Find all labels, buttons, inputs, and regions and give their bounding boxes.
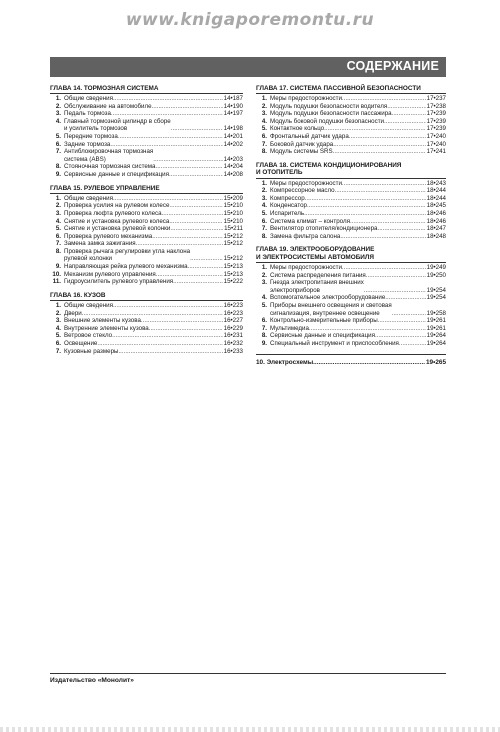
- dot-leader: [110, 141, 222, 149]
- toc-entry-text: Меры предосторожности: [270, 179, 342, 187]
- dot-leader: [340, 233, 425, 241]
- dot-leader: [169, 202, 222, 210]
- toc-entry[interactable]: [50, 163, 243, 171]
- dot-leader: [384, 118, 426, 126]
- toc-entry-number: 6.: [55, 140, 61, 148]
- toc-entry[interactable]: [50, 148, 243, 163]
- dot-leader: [387, 103, 425, 111]
- dot-leader: [169, 218, 222, 226]
- toc-entry-page: 14•198: [223, 125, 243, 133]
- dot-leader: [342, 95, 426, 103]
- toc-entry-text: Общие сведения: [64, 95, 113, 103]
- dot-leader: [399, 340, 426, 348]
- toc-entry-page: 19•264: [426, 332, 446, 340]
- toc-entry-number: 3.: [55, 110, 61, 118]
- toc-entry-page: 19•254: [426, 286, 446, 294]
- toc-entry-page: 14•201: [223, 133, 243, 141]
- dot-leader: [385, 294, 425, 302]
- dot-leader: [170, 225, 223, 233]
- toc-entry[interactable]: [50, 171, 243, 179]
- toc-entry-number: 1.: [55, 95, 61, 103]
- toc-entry[interactable]: [50, 95, 243, 103]
- toc-entry[interactable]: [50, 218, 243, 226]
- toc-entry-text: Внешние элементы кузова: [64, 317, 141, 325]
- toc-entry-text: Проверка люфта рулевого колеса: [64, 209, 162, 217]
- toc-entry[interactable]: [50, 103, 243, 111]
- toc-entry-text: Направляющая рейка рулевого механизма: [64, 263, 188, 271]
- toc-entry-text: Педаль тормоза: [64, 110, 111, 118]
- toc-entry-text: Проверка рулевого механизма: [64, 232, 153, 240]
- toc-entry[interactable]: [256, 233, 446, 241]
- toc-entry-page: 15•213: [223, 270, 243, 278]
- toc-entry[interactable]: [256, 103, 446, 111]
- toc-entry-page: 19•249: [426, 263, 446, 271]
- toc-entry-number: 8.: [55, 163, 61, 171]
- toc-entry-text: Проверка рычага регулировки угла наклона рулевой колонки: [64, 247, 191, 263]
- toc-entry-electrical-diagrams[interactable]: [256, 354, 446, 367]
- toc-entry-page: 19•261: [426, 324, 446, 332]
- toc-entry-number: 7.: [261, 225, 267, 233]
- toc-entry-text: Снятие и установка рулевой колонки: [64, 225, 171, 233]
- toc-entry-page: 18•244: [426, 194, 446, 202]
- toc-entry-text: Модуль подушки безопасности водителя: [270, 102, 388, 110]
- chapter-title[interactable]: ГЛАВА 16. КУЗОВ: [50, 292, 243, 301]
- toc-entry-text: Модуль подушки безопасности пассажира: [270, 110, 392, 118]
- toc-entry[interactable]: [256, 264, 446, 272]
- toc-entry[interactable]: [256, 332, 446, 340]
- toc-entry-text: Антиблокировочная тормозная система (ABS): [64, 148, 154, 163]
- toc-entry-number: 6.: [55, 232, 61, 240]
- toc-entry-number: 3.: [261, 110, 267, 118]
- toc-entry[interactable]: [50, 133, 243, 141]
- toc-entry-text: 10. Электросхемы: [256, 358, 314, 366]
- toc-entry[interactable]: [256, 340, 446, 348]
- toc-entry-number: 2.: [55, 202, 61, 210]
- toc-entry-number: 7.: [261, 324, 267, 332]
- scan-edge: [0, 727, 500, 732]
- toc-entry-page: 16•231: [223, 332, 243, 340]
- dot-leader: [136, 240, 223, 248]
- toc-entry-page: 15•210: [223, 217, 243, 225]
- dot-leader: [169, 171, 223, 179]
- dot-leader: [309, 325, 426, 333]
- toc-entry[interactable]: [256, 187, 446, 195]
- toc-entry-text: Снятие и установка рулевого колеса: [64, 217, 170, 225]
- toc-entry-page: 16•223: [223, 309, 243, 317]
- toc-entry-text: Главный тормозной цилиндр в сборе и усилитель тормозов: [64, 117, 171, 133]
- toc-entry-number: 3.: [261, 194, 267, 202]
- toc-entry-text: Меры предосторожности: [270, 95, 342, 103]
- toc-entry-page: 19•250: [426, 271, 446, 279]
- toc-entry-text: Система распределения питания: [270, 271, 366, 279]
- toc-entry-number: 8.: [261, 232, 267, 240]
- toc-entry-number: 10.: [52, 270, 61, 278]
- toc-entry-page: 14•187: [223, 95, 243, 103]
- toc-entry[interactable]: [50, 195, 243, 203]
- dot-leader: [97, 340, 222, 348]
- dot-leader: [152, 233, 222, 241]
- dot-leader: [118, 348, 222, 356]
- toc-entry-page: 15•210: [223, 209, 243, 217]
- toc-entry-number: 1.: [261, 179, 267, 187]
- toc-entry-page: 17•239: [426, 117, 446, 125]
- dot-leader: [118, 133, 223, 141]
- toc-entry-page: 15•210: [223, 202, 243, 210]
- toc-entry-text: Обслуживание на автомобиле: [64, 102, 152, 110]
- dot-leader: [342, 180, 426, 188]
- toc-entry-number: 5.: [55, 225, 61, 233]
- dot-leader: [375, 332, 426, 340]
- toc-entry[interactable]: [256, 202, 446, 210]
- toc-entry-number: 2.: [55, 102, 61, 110]
- toc-entry-page: 19•261: [426, 317, 446, 325]
- chapter-title[interactable]: ГЛАВА 15. РУЛЕВОЕ УПРАВЛЕНИЕ: [50, 185, 243, 194]
- dot-leader: [349, 133, 426, 141]
- toc-entry[interactable]: [256, 225, 446, 233]
- toc-entry-text: Вентилятор отопителя/кондиционера: [270, 225, 378, 233]
- toc-entry[interactable]: [50, 340, 243, 348]
- toc-entry-text: Компрессорное масло: [270, 187, 335, 195]
- toc-entry[interactable]: [256, 141, 446, 149]
- toc-entry-number: 7.: [55, 240, 61, 248]
- chapter-title[interactable]: ГЛАВА 14. ТОРМОЗНАЯ СИСТЕМА: [50, 85, 243, 94]
- toc-entry-text: Кузовные размеры: [64, 347, 119, 355]
- toc-entry-number: 3.: [261, 279, 267, 287]
- toc-entry-number: 1.: [55, 301, 61, 309]
- toc-entry[interactable]: [256, 118, 446, 126]
- toc-entry-page: 18•248: [426, 232, 446, 240]
- toc-left-column: [50, 85, 243, 361]
- toc-entry-page: 14•190: [223, 102, 243, 110]
- toc-entry-text: Проверка усилия на рулевом колесе: [64, 202, 170, 210]
- dot-leader: [112, 332, 223, 340]
- toc-entry[interactable]: [256, 110, 446, 118]
- toc-entry-page: 15•212: [223, 255, 243, 263]
- toc-entry-number: 6.: [261, 317, 267, 325]
- toc-entry-text: Общие сведения: [64, 194, 113, 202]
- dot-leader: [305, 195, 426, 203]
- dot-leader: [335, 187, 426, 195]
- toc-entry[interactable]: [50, 325, 243, 333]
- toc-entry-page: 18•246: [426, 209, 446, 217]
- toc-entry-text: Меры предосторожности: [270, 263, 342, 271]
- dot-leader: [82, 310, 223, 318]
- dot-leader: [307, 202, 426, 210]
- toc-entry[interactable]: [50, 248, 243, 263]
- toc-entry[interactable]: [256, 210, 446, 218]
- toc-entry-number: 4.: [261, 117, 267, 125]
- dot-leader: [111, 110, 223, 118]
- toc-entry-number: 2.: [261, 271, 267, 279]
- toc-entry-text: Замена фильтра салона: [270, 232, 341, 240]
- toc-entry-number: 5.: [55, 332, 61, 340]
- toc-entry-text: Внутренние элементы кузова: [64, 324, 149, 332]
- toc-entry-number: 4.: [55, 324, 61, 332]
- dot-leader: [350, 218, 426, 226]
- toc-entry[interactable]: [50, 271, 243, 279]
- toc-entry-number: 6.: [55, 339, 61, 347]
- toc-entry[interactable]: [256, 294, 446, 302]
- toc-entry-page: 19•254: [426, 294, 446, 302]
- toc-entry[interactable]: [50, 240, 243, 248]
- toc-entry-page: 17•239: [426, 125, 446, 133]
- toc-entry[interactable]: [50, 263, 243, 271]
- toc-chapter: [256, 85, 446, 156]
- toc-entry[interactable]: [50, 210, 243, 218]
- toc-entry-page: 14•203: [223, 155, 243, 163]
- toc-entry-text: Общие сведения: [64, 301, 113, 309]
- toc-entry-page: 15•212: [223, 232, 243, 240]
- toc-entry-page: 19•265: [425, 358, 446, 366]
- toc-entry-page: 14•197: [223, 110, 243, 118]
- page-title: СОДЕРЖАНИЕ: [346, 59, 439, 73]
- toc-entry-text: Испаритель: [270, 209, 305, 217]
- toc-entry-number: 1.: [261, 263, 267, 271]
- toc-entry-text: Боковой датчик удара: [270, 140, 334, 148]
- toc-entry[interactable]: [50, 233, 243, 241]
- toc-entry-page: 18•245: [426, 202, 446, 210]
- dot-leader: [155, 163, 222, 171]
- toc-entry-text: Модуль боковой подушки безопасности: [270, 117, 385, 125]
- toc-entry-page: 14•204: [223, 163, 243, 171]
- toc-entry-text: Специальный инструмент и приспособления: [270, 339, 399, 347]
- dot-leader: [392, 310, 426, 318]
- toc-entry[interactable]: [50, 332, 243, 340]
- toc-entry-page: 15•212: [223, 240, 243, 248]
- dot-leader: [304, 210, 426, 218]
- toc-entry-page: 15•213: [223, 263, 243, 271]
- toc-entry-number: 7.: [55, 347, 61, 355]
- toc-entry-text: Гнезда электропитания внешних электроприборов: [270, 279, 364, 294]
- dot-leader: [333, 141, 425, 149]
- chapter-title[interactable]: ГЛАВА 18. СИСТЕМА КОНДИЦИОНИРОВАНИЯ И ОТОПИТЕЛЬ: [256, 162, 446, 179]
- toc-entry[interactable]: [50, 118, 243, 133]
- toc-entry[interactable]: [256, 125, 446, 133]
- toc-entry-page: 16•227: [223, 317, 243, 325]
- dot-leader: [392, 110, 426, 118]
- toc-entry-number: 4.: [55, 117, 61, 125]
- toc-entry[interactable]: [50, 141, 243, 149]
- toc-entry[interactable]: [256, 195, 446, 203]
- toc-entry-number: 2.: [261, 187, 267, 195]
- toc-entry-page: 18•246: [426, 217, 446, 225]
- toc-entry-number: 9.: [261, 339, 267, 347]
- toc-entry-text: Приборы внешнего освещения и световая сигнализация, внутреннее освещение: [270, 301, 392, 317]
- dot-leader: [190, 255, 223, 263]
- toc-entry-text: Механизм рулевого управления: [64, 270, 156, 278]
- dot-leader: [152, 103, 223, 111]
- dot-leader: [149, 325, 223, 333]
- toc-entry-page: 14•202: [223, 140, 243, 148]
- dot-leader: [173, 278, 222, 286]
- toc-entry-page: 18•244: [426, 187, 446, 195]
- toc-entry-number: 4.: [261, 202, 267, 210]
- toc-entry-text: Контрольно-измерительные приборы: [270, 317, 378, 325]
- toc-entry-page: 17•238: [426, 102, 446, 110]
- toc-entry-number: 9.: [55, 263, 61, 271]
- toc-entry-number: 5.: [261, 125, 267, 133]
- toc-entry-text: Гидроусилитель рулевого управления: [64, 278, 174, 286]
- toc-entry[interactable]: [256, 317, 446, 325]
- toc-entry-text: Вспомогательное электрооборудование: [270, 294, 386, 302]
- toc-entry-number: 3.: [55, 317, 61, 325]
- dot-leader: [378, 317, 426, 325]
- toc-chapter: [256, 246, 446, 347]
- toc-entry[interactable]: [256, 180, 446, 188]
- toc-entry-page: 17•239: [426, 110, 446, 118]
- toc-entry-number: 4.: [55, 217, 61, 225]
- toc-entry-number: 4.: [261, 294, 267, 302]
- toc-entry-page: 16•232: [223, 339, 243, 347]
- chapter-title[interactable]: ГЛАВА 19. ЭЛЕКТРООБОРУДОВАНИЕ И ЭЛЕКТРОСИСТЕМЫ АВТОМОБИЛЯ: [256, 246, 446, 263]
- toc-entry-number: 8.: [261, 332, 267, 340]
- dot-leader: [162, 210, 223, 218]
- toc-entry-page: 16•229: [223, 324, 243, 332]
- toc-entry[interactable]: [50, 317, 243, 325]
- toc-chapter: [50, 292, 243, 355]
- toc-entry-text: Компрессор: [270, 194, 305, 202]
- chapter-title[interactable]: ГЛАВА 17. СИСТЕМА ПАССИВНОЙ БЕЗОПАСНОСТИ: [256, 85, 446, 94]
- toc-entry-text: Передние тормоза: [64, 133, 118, 141]
- toc-entry-page: 17•240: [426, 140, 446, 148]
- dot-leader: [171, 125, 223, 133]
- toc-entry[interactable]: [256, 272, 446, 280]
- dot-leader: [333, 148, 426, 156]
- toc-entry-page: 15•209: [223, 194, 243, 202]
- toc-entry[interactable]: [50, 278, 243, 286]
- toc-entry-text: Мультимедиа: [270, 324, 309, 332]
- toc-entry-number: 3.: [55, 209, 61, 217]
- toc-entry-page: 17•241: [426, 148, 446, 156]
- contents-banner: [50, 57, 446, 77]
- toc-entry-page: 19•264: [426, 339, 446, 347]
- toc-entry-text: Фронтальный датчик удара: [270, 133, 349, 141]
- dot-leader: [113, 195, 223, 203]
- toc-entry-number: 8.: [55, 247, 61, 255]
- toc-entry-page: 16•233: [223, 347, 243, 355]
- toc-entry-number: 11.: [52, 278, 61, 286]
- toc-entry-text: Ветровое стекло: [64, 332, 113, 340]
- toc-entry-number: 9.: [55, 171, 61, 179]
- toc-entry-page: 14•208: [223, 171, 243, 179]
- toc-entry-page: 18•243: [426, 179, 446, 187]
- toc-chapter: [50, 185, 243, 286]
- site-watermark: www.knigaporemontu.ru: [125, 10, 375, 30]
- toc-entry-text: Стояночная тормозная система: [64, 163, 156, 171]
- toc-entry[interactable]: [256, 279, 446, 294]
- toc-entry-page: 18•247: [426, 225, 446, 233]
- dot-leader: [113, 302, 223, 310]
- toc-entry-text: Контактное кольцо: [270, 125, 325, 133]
- toc-entry-page: 15•211: [224, 225, 243, 233]
- toc-entry-number: 5.: [261, 301, 267, 309]
- toc-entry[interactable]: [256, 302, 446, 317]
- dot-leader: [141, 317, 223, 325]
- toc-entry[interactable]: [256, 325, 446, 333]
- toc-entry-number: 5.: [261, 209, 267, 217]
- toc-entry-number: 8.: [261, 148, 267, 156]
- dot-leader: [364, 287, 426, 295]
- toc-entry[interactable]: [256, 133, 446, 141]
- toc-entry-number: 6.: [261, 133, 267, 141]
- toc-entry-page: 15•222: [223, 278, 243, 286]
- toc-entry[interactable]: [50, 110, 243, 118]
- dot-leader: [188, 263, 223, 271]
- dot-leader: [156, 271, 223, 279]
- publisher-footer: Издательство «Монолит»: [50, 673, 446, 684]
- toc-entry[interactable]: [50, 302, 243, 310]
- toc-entry[interactable]: [256, 148, 446, 156]
- dot-leader: [324, 125, 425, 133]
- toc-entry-number: 5.: [55, 133, 61, 141]
- toc-entry-page: 19•258: [426, 309, 446, 317]
- toc-entry-text: Модуль системы SRS: [270, 148, 333, 156]
- toc-entry[interactable]: [50, 202, 243, 210]
- toc-entry[interactable]: [256, 95, 446, 103]
- toc-entry-text: Система климат – контроля: [270, 217, 350, 225]
- toc-entry-number: 1.: [261, 95, 267, 103]
- toc-entry-number: 7.: [55, 148, 61, 156]
- toc-entry[interactable]: [50, 348, 243, 356]
- toc-entry-text: Замена замка зажигания: [64, 240, 136, 248]
- toc-entry-number: 7.: [261, 140, 267, 148]
- dot-leader: [366, 272, 426, 280]
- toc-entry-page: 16•223: [223, 301, 243, 309]
- toc-entry-text: Освещение: [64, 339, 98, 347]
- toc-entry-number: 2.: [261, 102, 267, 110]
- toc-entry-page: 17•237: [426, 95, 446, 103]
- toc-entry-text: Двери: [64, 309, 82, 317]
- toc-entry-text: Сервисные данные и спецификация: [64, 171, 169, 179]
- toc-chapter: [50, 85, 243, 179]
- toc-chapter: [256, 162, 446, 240]
- toc-entry[interactable]: [50, 225, 243, 233]
- toc-entry[interactable]: [50, 310, 243, 318]
- toc-entry-text: Конденсатор: [270, 202, 307, 210]
- toc-entry-text: Сервисные данные и спецификация: [270, 332, 375, 340]
- toc-entry-number: 1.: [55, 194, 61, 202]
- toc-entry-text: Задние тормоза: [64, 140, 111, 148]
- toc-right-column: [256, 85, 446, 366]
- dot-leader: [153, 156, 222, 164]
- toc-entry-number: 2.: [55, 309, 61, 317]
- dot-leader: [342, 264, 426, 272]
- toc-entry[interactable]: [256, 218, 446, 226]
- toc-entry-number: 6.: [261, 217, 267, 225]
- toc-entry-page: 17•240: [426, 133, 446, 141]
- dot-leader: [113, 95, 223, 103]
- dot-leader: [377, 225, 425, 233]
